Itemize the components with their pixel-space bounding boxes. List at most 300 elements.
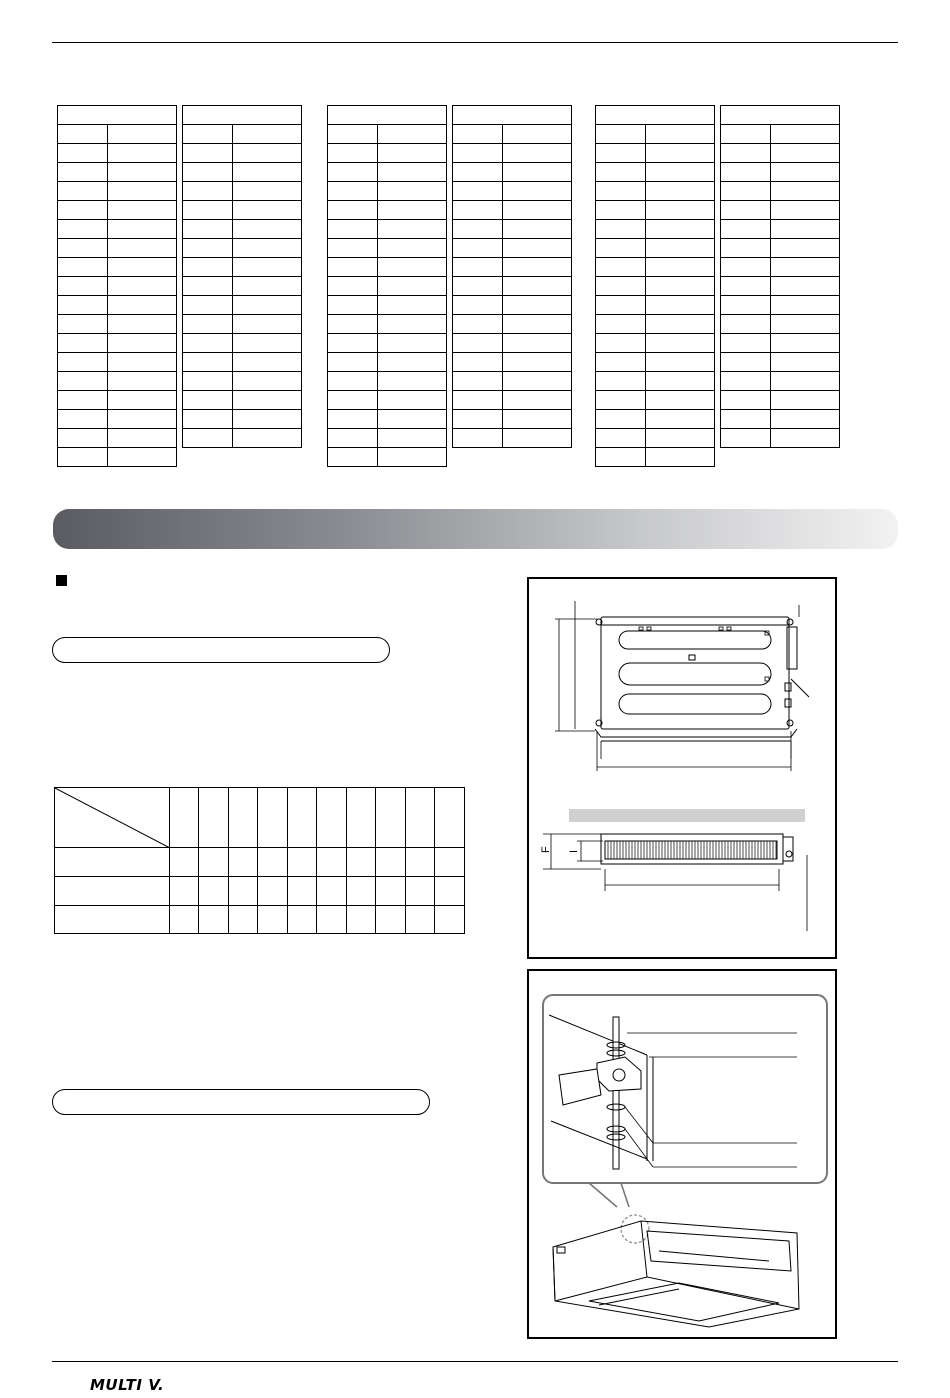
spec-table-cell (646, 144, 715, 163)
spec-table-cell (596, 220, 646, 239)
spec-table-row (453, 429, 572, 448)
spec-table-row (721, 296, 840, 315)
spec-table-cell (58, 353, 108, 372)
spec-table-cell (328, 220, 378, 239)
spec-table-row (596, 410, 715, 429)
spec-table-cell (378, 448, 447, 467)
spec-table (327, 105, 447, 467)
spec-table-row (58, 353, 177, 372)
spec-table-row (721, 315, 840, 334)
subsection-pill-1 (52, 637, 390, 663)
spec-table-row (596, 258, 715, 277)
spec-table-row (596, 182, 715, 201)
spec-table-cell (233, 277, 302, 296)
spec-table-cell (108, 448, 177, 467)
spec-table-row (596, 372, 715, 391)
spec-table-row (58, 391, 177, 410)
ceiling-band (569, 809, 805, 822)
spec-table-cell (721, 353, 771, 372)
spec-table-row (183, 125, 302, 144)
spec-table-row (721, 220, 840, 239)
spec-table-row (596, 277, 715, 296)
isometric-unit (553, 1221, 799, 1327)
spec-table-cell (378, 163, 447, 182)
spec-table (182, 105, 302, 448)
spec-table-cell (453, 277, 503, 296)
spec-table-row (596, 296, 715, 315)
spec-table-cell (328, 410, 378, 429)
spec-table-cell (596, 125, 646, 144)
spec-table-row (721, 163, 840, 182)
spec-table-cell (233, 182, 302, 201)
spec-table-cell (328, 239, 378, 258)
spec-table-cell (378, 144, 447, 163)
dimension-table (54, 787, 465, 934)
spec-table-cell (108, 372, 177, 391)
spec-table-cell (503, 410, 572, 429)
spec-table-cell (771, 182, 840, 201)
spec-table-row (183, 296, 302, 315)
spec-table-cell (58, 277, 108, 296)
spec-table-row (58, 258, 177, 277)
spec-table-row (328, 429, 447, 448)
spec-table-cell (646, 125, 715, 144)
spec-table-row (596, 391, 715, 410)
spec-table-cell (503, 334, 572, 353)
spec-table-row (596, 448, 715, 467)
spec-table-cell (596, 315, 646, 334)
spec-table-cell (108, 277, 177, 296)
spec-table-cell (233, 315, 302, 334)
spec-table-row (453, 391, 572, 410)
spec-table-row (453, 353, 572, 372)
spec-table-row (328, 201, 447, 220)
spec-table-cell (453, 372, 503, 391)
dimension-label-i: I (568, 849, 580, 853)
spec-table-row (721, 372, 840, 391)
spec-table-cell (771, 296, 840, 315)
spec-table-row (453, 372, 572, 391)
spec-table-cell (378, 258, 447, 277)
spec-table-cell (721, 372, 771, 391)
spec-table-cell (378, 315, 447, 334)
spec-table-cell (328, 334, 378, 353)
spec-table-row (328, 391, 447, 410)
spec-table-cell (721, 144, 771, 163)
spec-table-cell (58, 448, 108, 467)
spec-table-cell (503, 182, 572, 201)
spec-table-row (328, 315, 447, 334)
spec-table-cell (453, 201, 503, 220)
spec-table-cell (646, 429, 715, 448)
spec-table-header-cell (453, 106, 572, 125)
spec-table-cell (328, 258, 378, 277)
spec-table-cell (503, 125, 572, 144)
spec-table-cell (108, 144, 177, 163)
spec-table-row (453, 410, 572, 429)
spec-table-row (58, 429, 177, 448)
spec-table-row (721, 277, 840, 296)
spec-table-row (328, 163, 447, 182)
spec-table-cell (378, 429, 447, 448)
spec-table-row (58, 182, 177, 201)
spec-table-cell (233, 258, 302, 277)
spec-table-cell (108, 353, 177, 372)
spec-table-cell (378, 334, 447, 353)
spec-table-cell (183, 258, 233, 277)
spec-table-cell (183, 163, 233, 182)
spec-table-cell (328, 448, 378, 467)
spec-table-cell (233, 239, 302, 258)
spec-table-cell (503, 429, 572, 448)
spec-table-row (58, 277, 177, 296)
spec-table-cell (108, 334, 177, 353)
spec-table-cell (721, 182, 771, 201)
spec-table-cell (108, 315, 177, 334)
spec-table-cell (378, 277, 447, 296)
spec-table-cell (183, 391, 233, 410)
spec-table-row (596, 201, 715, 220)
spec-table-row (596, 315, 715, 334)
spec-table-row (453, 182, 572, 201)
spec-table-cell (328, 125, 378, 144)
spec-table-cell (771, 334, 840, 353)
detail-circle (621, 1215, 649, 1243)
spec-table-cell (721, 239, 771, 258)
spec-table-row (453, 201, 572, 220)
spec-table-cell (378, 296, 447, 315)
spec-table-cell (771, 163, 840, 182)
spec-table-row (453, 277, 572, 296)
spec-table-cell (108, 125, 177, 144)
spec-table-cell (453, 410, 503, 429)
spec-table-cell (453, 182, 503, 201)
spec-table-cell (596, 163, 646, 182)
spec-table (720, 105, 840, 448)
spec-table-cell (108, 239, 177, 258)
spec-table-cell (646, 239, 715, 258)
spec-table-cell (328, 296, 378, 315)
spec-table-cell (503, 372, 572, 391)
spec-table-cell (58, 144, 108, 163)
spec-table-cell (596, 429, 646, 448)
spec-table-row (58, 144, 177, 163)
spec-table-cell (233, 163, 302, 182)
spec-table-cell (771, 144, 840, 163)
spec-table-row (721, 144, 840, 163)
spec-table-row (328, 239, 447, 258)
spec-table-cell (646, 315, 715, 334)
spec-table-cell (771, 239, 840, 258)
spec-table-cell (503, 220, 572, 239)
spec-table-cell (503, 353, 572, 372)
spec-table-cell (183, 144, 233, 163)
spec-table-cell (503, 258, 572, 277)
spec-table-cell (596, 334, 646, 353)
spec-table-row (183, 315, 302, 334)
spec-table-cell (108, 182, 177, 201)
spec-table-cell (646, 372, 715, 391)
header-rule (52, 42, 898, 43)
spec-table-cell (721, 125, 771, 144)
spec-table-row (183, 429, 302, 448)
spec-table-cell (721, 296, 771, 315)
spec-table-row (596, 239, 715, 258)
spec-table-cell (328, 277, 378, 296)
spec-table-row (596, 220, 715, 239)
spec-table-cell (183, 353, 233, 372)
spec-table-row (596, 163, 715, 182)
spec-table-cell (233, 125, 302, 144)
spec-table-header-row (721, 106, 840, 125)
spec-table-cell (58, 410, 108, 429)
spec-table-row (58, 163, 177, 182)
spec-table-cell (503, 315, 572, 334)
spec-table-cell (596, 296, 646, 315)
spec-table-row (721, 353, 840, 372)
spec-table-cell (58, 296, 108, 315)
spec-table-cell (771, 429, 840, 448)
spec-table-cell (646, 391, 715, 410)
spec-table-cell (721, 391, 771, 410)
spec-table-cell (58, 258, 108, 277)
spec-table-cell (378, 201, 447, 220)
spec-table-row (453, 315, 572, 334)
spec-table-cell (183, 296, 233, 315)
spec-table-row (453, 125, 572, 144)
spec-table-cell (183, 182, 233, 201)
spec-table-cell (646, 334, 715, 353)
spec-table-row (328, 258, 447, 277)
spec-table-cell (453, 239, 503, 258)
spec-table-cell (771, 410, 840, 429)
spec-table-cell (58, 391, 108, 410)
spec-table-cell (58, 163, 108, 182)
unit-dimension-drawing (529, 579, 835, 957)
spec-table-row (183, 144, 302, 163)
spec-table-row (183, 163, 302, 182)
spec-table-cell (328, 391, 378, 410)
spec-table-cell (503, 239, 572, 258)
spec-table-cell (453, 144, 503, 163)
dimension-table-row (55, 848, 465, 877)
spec-table-row (58, 334, 177, 353)
dimension-table-row (55, 877, 465, 906)
spec-table-cell (596, 277, 646, 296)
spec-table-cell (596, 144, 646, 163)
spec-table-cell (328, 144, 378, 163)
spec-table-row (183, 372, 302, 391)
spec-table-cell (646, 353, 715, 372)
dimension-table-header-row (55, 788, 465, 848)
spec-table-cell (646, 258, 715, 277)
spec-table-row (721, 410, 840, 429)
spec-table-header-cell (596, 106, 715, 125)
hanger-detail-drawing (529, 971, 835, 1337)
dimension-table-row (55, 906, 465, 934)
spec-table-cell (721, 163, 771, 182)
spec-table-cell (58, 334, 108, 353)
spec-table-row (453, 163, 572, 182)
spec-table-header-row (453, 106, 572, 125)
spec-table-cell (58, 125, 108, 144)
spec-table-cell (108, 220, 177, 239)
spec-table-cell (646, 220, 715, 239)
spec-table-cell (646, 182, 715, 201)
spec-table-cell (233, 429, 302, 448)
spec-table-row (58, 410, 177, 429)
spec-table-cell (596, 258, 646, 277)
spec-table-cell (233, 144, 302, 163)
unit-dimension-figure (527, 577, 837, 959)
spec-table-row (721, 201, 840, 220)
spec-table-cell (58, 182, 108, 201)
spec-table-cell (233, 296, 302, 315)
spec-table-row (328, 182, 447, 201)
spec-table-cell (328, 182, 378, 201)
callout-pointer (589, 1183, 629, 1207)
spec-table-cell (108, 201, 177, 220)
spec-table-cell (183, 220, 233, 239)
top-view-dimensions (555, 601, 799, 771)
spec-table-cell (771, 201, 840, 220)
spec-table-cell (378, 391, 447, 410)
spec-table-row (596, 125, 715, 144)
spec-table-cell (453, 429, 503, 448)
spec-table-header-cell (721, 106, 840, 125)
spec-table-row (721, 239, 840, 258)
spec-table-cell (183, 372, 233, 391)
dimension-table-corner-cell (55, 788, 170, 848)
spec-table-row (58, 125, 177, 144)
spec-table-cell (596, 239, 646, 258)
spec-table-row (328, 296, 447, 315)
top-view-marks (639, 627, 769, 681)
spec-table-cell (233, 220, 302, 239)
spec-table-row (721, 182, 840, 201)
spec-table-cell (596, 372, 646, 391)
spec-table-cell (721, 220, 771, 239)
spec-table-cell (721, 201, 771, 220)
spec-table-cell (453, 220, 503, 239)
spec-table-cell (58, 372, 108, 391)
leader-lines (625, 1033, 797, 1167)
spec-table-header-cell (328, 106, 447, 125)
spec-table-header-row (328, 106, 447, 125)
spec-table-cell (328, 315, 378, 334)
spec-table-cell (378, 410, 447, 429)
spec-table-cell (453, 334, 503, 353)
spec-table-cell (233, 372, 302, 391)
spec-table-row (328, 372, 447, 391)
spec-table-cell (453, 296, 503, 315)
spec-table-cell (233, 391, 302, 410)
spec-table-row (58, 220, 177, 239)
spec-table-cell (378, 125, 447, 144)
spec-table-cell (721, 334, 771, 353)
spec-table-row (183, 258, 302, 277)
spec-table-row (58, 239, 177, 258)
spec-table-cell (721, 258, 771, 277)
spec-table-cell (108, 391, 177, 410)
spec-table-cell (646, 296, 715, 315)
spec-table-cell (183, 410, 233, 429)
spec-table-cell (378, 220, 447, 239)
spec-table-row (453, 220, 572, 239)
spec-table-cell (596, 410, 646, 429)
spec-table-row (453, 258, 572, 277)
spec-table-header-row (183, 106, 302, 125)
spec-table-row (183, 201, 302, 220)
spec-table-row (453, 239, 572, 258)
spec-table-row (328, 448, 447, 467)
spec-table-row (58, 296, 177, 315)
spec-table-cell (771, 258, 840, 277)
spec-table-cell (233, 334, 302, 353)
spec-table-row (721, 334, 840, 353)
spec-table-cell (328, 429, 378, 448)
spec-table-cell (328, 353, 378, 372)
spec-table-cell (771, 391, 840, 410)
spec-table-cell (58, 201, 108, 220)
spec-table-cell (503, 144, 572, 163)
spec-table-row (58, 201, 177, 220)
spec-table-row (721, 258, 840, 277)
spec-table-row (328, 220, 447, 239)
spec-table-cell (108, 296, 177, 315)
spec-table-row (58, 372, 177, 391)
spec-table-cell (453, 163, 503, 182)
spec-table-cell (453, 391, 503, 410)
spec-table-row (596, 334, 715, 353)
spec-table-header-row (58, 106, 177, 125)
spec-table-cell (596, 201, 646, 220)
spec-table-cell (233, 410, 302, 429)
spec-table-cell (183, 277, 233, 296)
spec-table-cell (453, 353, 503, 372)
spec-table-cell (596, 182, 646, 201)
spec-table-cell (453, 315, 503, 334)
spec-table-cell (646, 448, 715, 467)
spec-table-cell (596, 391, 646, 410)
spec-table-row (328, 277, 447, 296)
spec-table-row (721, 125, 840, 144)
spec-table-row (183, 410, 302, 429)
spec-table-row (183, 182, 302, 201)
spec-table-row (183, 239, 302, 258)
spec-table-cell (328, 163, 378, 182)
spec-table-cell (108, 429, 177, 448)
spec-table-row (453, 144, 572, 163)
spec-table-cell (771, 220, 840, 239)
spec-table-cell (771, 353, 840, 372)
spec-table-row (596, 353, 715, 372)
spec-table-cell (233, 353, 302, 372)
spec-table-row (328, 125, 447, 144)
spec-table-row (183, 334, 302, 353)
spec-table-row (721, 429, 840, 448)
section-banner (53, 509, 898, 549)
spec-table-row (596, 144, 715, 163)
spec-table-cell (503, 277, 572, 296)
spec-table-cell (646, 410, 715, 429)
spec-table-cell (503, 391, 572, 410)
subsection-pill-2 (52, 1089, 430, 1115)
spec-table-cell (378, 353, 447, 372)
spec-table-row (328, 353, 447, 372)
spec-table-cell (596, 448, 646, 467)
spec-table-cell (771, 315, 840, 334)
